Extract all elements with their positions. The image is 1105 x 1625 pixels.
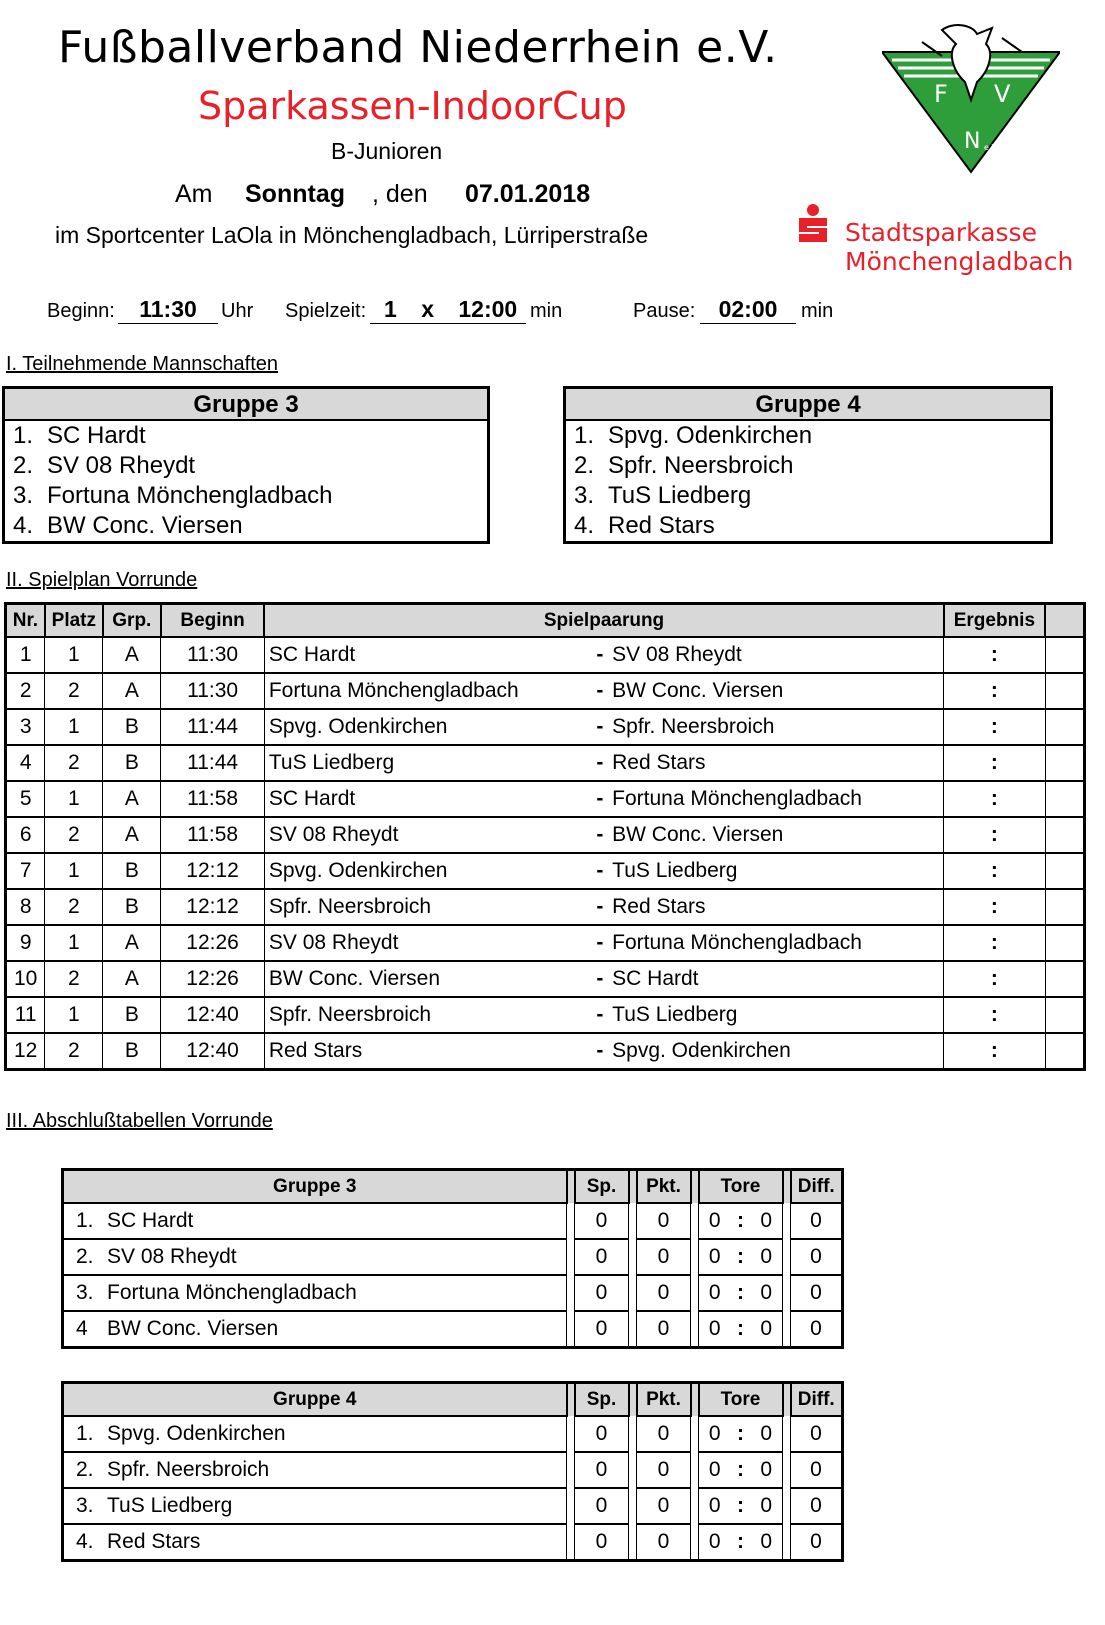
- standings-team-name: Spvg. Odenkirchen: [107, 1422, 286, 1445]
- sponsor-line2: Mönchengladbach: [845, 247, 1074, 276]
- extra-cell: [1045, 889, 1084, 925]
- standings-pkt: 0: [637, 1524, 691, 1561]
- col-pkt: Pkt.: [637, 1383, 691, 1417]
- standings-pkt: 0: [637, 1416, 691, 1452]
- extra-cell: [1045, 745, 1084, 781]
- match-nr: 1: [6, 637, 45, 673]
- col-empty: [1045, 604, 1084, 638]
- spielzeit-field: [370, 296, 526, 324]
- match-grp: A: [103, 961, 161, 997]
- result-colon: :: [990, 643, 998, 666]
- standings-goals-against: 0: [751, 1239, 783, 1275]
- standings-group-title: Gruppe 3: [63, 1170, 567, 1204]
- match-platz: 1: [45, 709, 103, 745]
- venue: im Sportcenter LaOla in Mönchengladbach, Lürriperstraße: [55, 222, 649, 248]
- standings-goals-against: 0: [751, 1203, 783, 1239]
- home-team: Fortuna Mönchengladbach: [264, 673, 591, 709]
- pairing-separator: -: [592, 925, 609, 961]
- standings-diff: 0: [791, 1488, 843, 1524]
- pairing-separator: -: [592, 745, 609, 781]
- standings-rank: 3.: [76, 1494, 94, 1517]
- extra-cell: [1045, 781, 1084, 817]
- standings-row: [63, 1524, 843, 1561]
- group-team: 2. Spfr. Neersbroich: [574, 452, 794, 479]
- beginn-field: [118, 296, 218, 324]
- match-platz: 2: [45, 745, 103, 781]
- col-sp: Sp.: [575, 1383, 629, 1417]
- match-nr: 4: [6, 745, 45, 781]
- standings-team: [63, 1452, 567, 1488]
- pairing-separator: -: [592, 817, 609, 853]
- standings-goals-against: 0: [751, 1275, 783, 1311]
- standings-team: [63, 1311, 567, 1348]
- pairing-separator: -: [592, 781, 609, 817]
- col-diff: Diff.: [791, 1170, 843, 1204]
- home-team: SC Hardt: [264, 781, 591, 817]
- pairing-separator: -: [592, 637, 609, 673]
- standings-rank: 4: [76, 1317, 88, 1340]
- uhr-label: Uhr: [221, 300, 254, 322]
- match-nr: 5: [6, 781, 45, 817]
- schedule-row: [6, 709, 1085, 745]
- away-team: Fortuna Mönchengladbach: [608, 925, 944, 961]
- group-team: 4. BW Conc. Viersen: [13, 512, 243, 539]
- away-team: SC Hardt: [608, 961, 944, 997]
- standings-goals-colon: :: [731, 1416, 751, 1452]
- result-field[interactable]: [944, 853, 1045, 889]
- sponsor-block: [795, 196, 1095, 276]
- standings-diff: 0: [791, 1239, 843, 1275]
- col-ergebnis: Ergebnis: [944, 604, 1045, 638]
- standings-sp: 0: [575, 1275, 629, 1311]
- standings-pkt: 0: [637, 1311, 691, 1348]
- standings-sp: 0: [575, 1488, 629, 1524]
- standings-goals-against: 0: [751, 1416, 783, 1452]
- den-label: , den: [372, 180, 428, 208]
- pause-label: Pause:: [633, 300, 696, 322]
- standings-row: [63, 1452, 843, 1488]
- match-platz: 1: [45, 853, 103, 889]
- result-field[interactable]: [944, 817, 1045, 853]
- spielzeit-label: Spielzeit:: [285, 300, 367, 322]
- standings-goals-against: 0: [751, 1524, 783, 1561]
- standings-sp: 0: [575, 1416, 629, 1452]
- min-label-2: min: [801, 300, 834, 322]
- schedule-row: [6, 673, 1085, 709]
- standings-team: [63, 1416, 567, 1452]
- away-team: BW Conc. Viersen: [608, 673, 944, 709]
- match-platz: 1: [45, 781, 103, 817]
- result-field[interactable]: [944, 889, 1045, 925]
- standings-team: [63, 1488, 567, 1524]
- schedule-row: [6, 745, 1085, 781]
- logo-ev: e.V.: [984, 143, 999, 152]
- away-team: SV 08 Rheydt: [608, 637, 944, 673]
- standings-rank: 1.: [76, 1209, 94, 1232]
- result-field[interactable]: [944, 709, 1045, 745]
- standings-goals-for: 0: [699, 1452, 731, 1488]
- result-colon: :: [990, 859, 998, 882]
- home-team: BW Conc. Viersen: [264, 961, 591, 997]
- standings-row: [63, 1239, 843, 1275]
- match-beginn: 11:30: [161, 673, 265, 709]
- match-nr: 2: [6, 673, 45, 709]
- extra-cell: [1045, 1033, 1084, 1070]
- cup-title: Sparkassen-IndoorCup: [198, 84, 627, 128]
- extra-cell: [1045, 673, 1084, 709]
- home-team: SV 08 Rheydt: [264, 817, 591, 853]
- away-team: Fortuna Mönchengladbach: [608, 781, 944, 817]
- match-grp: B: [103, 853, 161, 889]
- standings-team-name: SV 08 Rheydt: [107, 1245, 237, 1268]
- standings-rank: 2.: [76, 1245, 94, 1268]
- match-grp: B: [103, 745, 161, 781]
- match-grp: A: [103, 817, 161, 853]
- result-colon: :: [990, 823, 998, 846]
- standings-goals-for: 0: [699, 1524, 731, 1561]
- standings-sp: 0: [575, 1203, 629, 1239]
- standings-diff: 0: [791, 1524, 843, 1561]
- fvn-logo: [882, 22, 1060, 182]
- pairing-separator: -: [592, 889, 609, 925]
- col-grp: Grp.: [103, 604, 161, 638]
- match-platz: 2: [45, 961, 103, 997]
- schedule-row: [6, 997, 1085, 1033]
- result-field[interactable]: [944, 637, 1045, 673]
- standings-rank: 2.: [76, 1458, 94, 1481]
- schedule-row: [6, 637, 1085, 673]
- away-team: TuS Liedberg: [608, 853, 944, 889]
- group-team: 3. TuS Liedberg: [574, 482, 752, 509]
- group-title: Gruppe 4: [566, 389, 1050, 421]
- standings-pkt: 0: [637, 1203, 691, 1239]
- standings-team-name: Red Stars: [107, 1530, 201, 1553]
- am-label: Am: [175, 180, 213, 208]
- away-team: Red Stars: [608, 745, 944, 781]
- match-nr: 3: [6, 709, 45, 745]
- schedule-row: [6, 817, 1085, 853]
- extra-cell: [1045, 961, 1084, 997]
- sparkasse-logo-icon: [795, 204, 831, 250]
- match-beginn: 12:12: [161, 853, 265, 889]
- result-field[interactable]: [944, 925, 1045, 961]
- standings-goals-for: 0: [699, 1275, 731, 1311]
- standings-team: [63, 1203, 567, 1239]
- match-nr: 11: [6, 997, 45, 1033]
- standings-row: [63, 1311, 843, 1348]
- standings-rank: 1.: [76, 1422, 94, 1445]
- page-title: Fußballverband Niederrhein e.V.: [58, 22, 778, 73]
- extra-cell: [1045, 817, 1084, 853]
- standings-goals-for: 0: [699, 1203, 731, 1239]
- col-pkt: Pkt.: [637, 1170, 691, 1204]
- match-nr: 6: [6, 817, 45, 853]
- match-grp: A: [103, 637, 161, 673]
- match-grp: B: [103, 997, 161, 1033]
- match-beginn: 11:58: [161, 817, 265, 853]
- age-group: B-Junioren: [331, 138, 443, 164]
- result-colon: :: [990, 931, 998, 954]
- match-nr: 12: [6, 1033, 45, 1070]
- pairing-separator: -: [592, 961, 609, 997]
- spielzeit-x: x: [421, 296, 434, 322]
- schedule-header-row: [6, 604, 1085, 638]
- standings-sp: 0: [575, 1524, 629, 1561]
- match-beginn: 12:40: [161, 1033, 265, 1070]
- standings-pkt: 0: [637, 1239, 691, 1275]
- away-team: TuS Liedberg: [608, 997, 944, 1033]
- standings-sp: 0: [575, 1452, 629, 1488]
- match-platz: 2: [45, 1033, 103, 1070]
- match-beginn: 11:58: [161, 781, 265, 817]
- result-field[interactable]: [944, 997, 1045, 1033]
- standings-header-row: [63, 1383, 843, 1417]
- beginn-value: 11:30: [118, 296, 218, 324]
- standings-group-title: Gruppe 4: [63, 1383, 567, 1417]
- match-platz: 2: [45, 673, 103, 709]
- sponsor-line1: Stadtsparkasse: [845, 218, 1037, 247]
- match-beginn: 12:26: [161, 925, 265, 961]
- col-nr: Nr.: [6, 604, 45, 638]
- spielzeit-value: 12:00: [458, 296, 518, 322]
- extra-cell: [1045, 637, 1084, 673]
- col-platz: Platz: [45, 604, 103, 638]
- match-grp: B: [103, 709, 161, 745]
- match-beginn: 11:30: [161, 637, 265, 673]
- standings-diff: 0: [791, 1203, 843, 1239]
- match-beginn: 12:40: [161, 997, 265, 1033]
- match-platz: 1: [45, 925, 103, 961]
- pairing-separator: -: [592, 997, 609, 1033]
- home-team: Spvg. Odenkirchen: [264, 853, 591, 889]
- group-box-3: [2, 386, 490, 544]
- logo-letter-f: F: [934, 80, 948, 108]
- standings-diff: 0: [791, 1275, 843, 1311]
- col-diff: Diff.: [791, 1383, 843, 1417]
- group-title: Gruppe 3: [5, 389, 487, 421]
- match-beginn: 11:44: [161, 709, 265, 745]
- home-team: Red Stars: [264, 1033, 591, 1070]
- section-tables: III. Abschlußtabellen Vorrunde: [6, 1110, 273, 1132]
- match-nr: 9: [6, 925, 45, 961]
- match-grp: A: [103, 781, 161, 817]
- schedule-row: [6, 925, 1085, 961]
- standings-goals-against: 0: [751, 1452, 783, 1488]
- extra-cell: [1045, 925, 1084, 961]
- standings-team-name: SC Hardt: [107, 1209, 194, 1232]
- match-grp: B: [103, 1033, 161, 1070]
- schedule-row: [6, 853, 1085, 889]
- result-colon: :: [990, 895, 998, 918]
- away-team: Red Stars: [608, 889, 944, 925]
- standings-sp: 0: [575, 1311, 629, 1348]
- schedule-table: [4, 602, 1086, 1071]
- beginn-label: Beginn:: [47, 300, 115, 322]
- standings-diff: 0: [791, 1416, 843, 1452]
- standings-goals-for: 0: [699, 1311, 731, 1348]
- pause-value: 02:00: [700, 296, 796, 324]
- standings-goals-colon: :: [731, 1311, 751, 1348]
- match-nr: 7: [6, 853, 45, 889]
- spielzeit-count: 1: [384, 296, 397, 322]
- group-box-4: [563, 386, 1053, 544]
- match-grp: B: [103, 889, 161, 925]
- day-value: Sonntag: [245, 180, 345, 208]
- standings-table-3: [61, 1168, 844, 1349]
- match-beginn: 11:44: [161, 745, 265, 781]
- result-colon: :: [990, 679, 998, 702]
- result-colon: :: [990, 1003, 998, 1026]
- standings-goals-colon: :: [731, 1203, 751, 1239]
- schedule-row: [6, 1033, 1085, 1070]
- section-teams: I. Teilnehmende Mannschaften: [6, 353, 279, 375]
- home-team: Spfr. Neersbroich: [264, 997, 591, 1033]
- schedule-row: [6, 889, 1085, 925]
- result-field[interactable]: [944, 745, 1045, 781]
- home-team: SV 08 Rheydt: [264, 925, 591, 961]
- standings-team-name: Spfr. Neersbroich: [107, 1458, 270, 1481]
- standings-diff: 0: [791, 1311, 843, 1348]
- group-team: 2. SV 08 Rheydt: [13, 452, 196, 479]
- standings-sp: 0: [575, 1239, 629, 1275]
- match-platz: 2: [45, 817, 103, 853]
- standings-goals-colon: :: [731, 1275, 751, 1311]
- away-team: Spfr. Neersbroich: [608, 709, 944, 745]
- pause-field: [700, 296, 796, 324]
- result-colon: :: [990, 1039, 998, 1062]
- result-colon: :: [990, 715, 998, 738]
- logo-letter-v: V: [994, 80, 1011, 108]
- standings-pkt: 0: [637, 1452, 691, 1488]
- pairing-separator: -: [592, 673, 609, 709]
- standings-goals-for: 0: [699, 1488, 731, 1524]
- standings-row: [63, 1416, 843, 1452]
- extra-cell: [1045, 997, 1084, 1033]
- match-platz: 1: [45, 997, 103, 1033]
- standings-team: [63, 1275, 567, 1311]
- home-team: Spfr. Neersbroich: [264, 889, 591, 925]
- standings-goals-colon: :: [731, 1524, 751, 1561]
- standings-pkt: 0: [637, 1275, 691, 1311]
- standings-team: [63, 1524, 567, 1561]
- match-grp: A: [103, 673, 161, 709]
- standings-team-name: TuS Liedberg: [107, 1494, 233, 1517]
- result-field[interactable]: [944, 1033, 1045, 1070]
- result-field[interactable]: [944, 781, 1045, 817]
- standings-team: [63, 1239, 567, 1275]
- group-team: 1. Spvg. Odenkirchen: [574, 422, 813, 449]
- match-grp: A: [103, 925, 161, 961]
- extra-cell: [1045, 709, 1084, 745]
- min-label-1: min: [530, 300, 563, 322]
- match-platz: 2: [45, 889, 103, 925]
- away-team: Spvg. Odenkirchen: [608, 1033, 944, 1070]
- standings-diff: 0: [791, 1452, 843, 1488]
- standings-goals-colon: :: [731, 1239, 751, 1275]
- standings-team-name: Fortuna Mönchengladbach: [107, 1281, 357, 1304]
- schedule-row: [6, 781, 1085, 817]
- standings-goals-for: 0: [699, 1239, 731, 1275]
- fvn-logo-icon: [882, 22, 1060, 182]
- standings-row: [63, 1203, 843, 1239]
- standings-header-row: [63, 1170, 843, 1204]
- standings-goals-against: 0: [751, 1311, 783, 1348]
- date-value: 07.01.2018: [465, 180, 591, 208]
- standings-pkt: 0: [637, 1488, 691, 1524]
- group-team: 1. SC Hardt: [13, 422, 146, 449]
- result-field[interactable]: [944, 673, 1045, 709]
- pairing-separator: -: [592, 853, 609, 889]
- standings-goals-for: 0: [699, 1416, 731, 1452]
- match-nr: 10: [6, 961, 45, 997]
- standings-goals-colon: :: [731, 1452, 751, 1488]
- match-nr: 8: [6, 889, 45, 925]
- match-platz: 1: [45, 637, 103, 673]
- standings-row: [63, 1275, 843, 1311]
- standings-rank: 3.: [76, 1281, 94, 1304]
- col-tore: Tore: [699, 1383, 783, 1417]
- pairing-separator: -: [592, 1033, 609, 1070]
- result-colon: :: [990, 787, 998, 810]
- group-team: 4. Red Stars: [574, 512, 715, 539]
- section-plan: II. Spielplan Vorrunde: [6, 569, 198, 591]
- standings-rank: 4.: [76, 1530, 94, 1553]
- standings-goals-colon: :: [731, 1488, 751, 1524]
- match-beginn: 12:12: [161, 889, 265, 925]
- logo-letter-n: N: [964, 129, 981, 154]
- home-team: TuS Liedberg: [264, 745, 591, 781]
- col-tore: Tore: [699, 1170, 783, 1204]
- standings-goals-against: 0: [751, 1488, 783, 1524]
- match-beginn: 12:26: [161, 961, 265, 997]
- group-team: 3. Fortuna Mönchengladbach: [13, 482, 333, 509]
- col-sp: Sp.: [575, 1170, 629, 1204]
- result-colon: :: [990, 751, 998, 774]
- home-team: SC Hardt: [264, 637, 591, 673]
- away-team: BW Conc. Viersen: [608, 817, 944, 853]
- result-field[interactable]: [944, 961, 1045, 997]
- schedule-row: [6, 961, 1085, 997]
- standings-team-name: BW Conc. Viersen: [107, 1317, 279, 1340]
- standings-table-4: [61, 1381, 844, 1562]
- result-colon: :: [990, 967, 998, 990]
- standings-row: [63, 1488, 843, 1524]
- col-beginn: Beginn: [161, 604, 265, 638]
- col-spielpaarung: Spielpaarung: [264, 604, 943, 638]
- extra-cell: [1045, 853, 1084, 889]
- pairing-separator: -: [592, 709, 609, 745]
- home-team: Spvg. Odenkirchen: [264, 709, 591, 745]
